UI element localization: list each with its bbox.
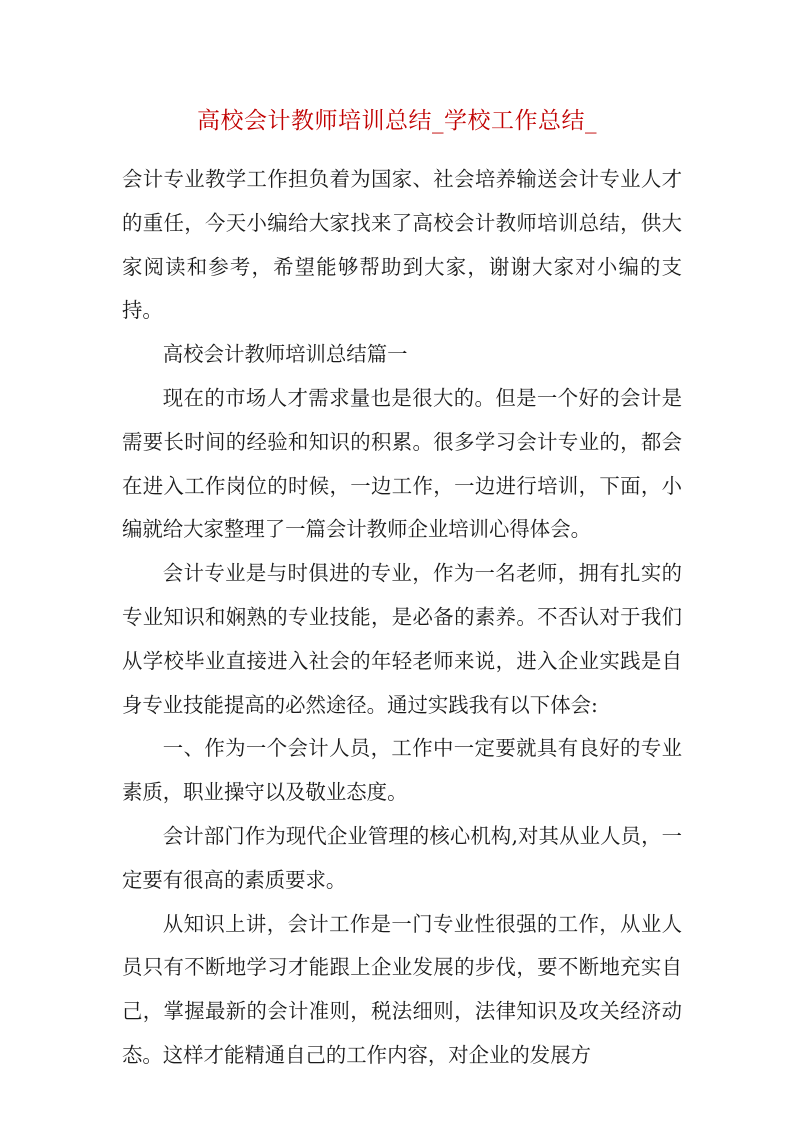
paragraph: 会计专业是与时俱进的专业，作为一名老师，拥有扎实的专业知识和娴熟的专业技能，是必备的素养。不否认对于我们从学校毕业直接进入社会的年轻老师来说，进入企业实践是自身专业技能提高的必然途径。通过实践我有以下体会: xyxy=(122,561,682,717)
document-body xyxy=(122,158,682,1078)
paragraph-intro: 会计专业教学工作担负着为国家、社会培养输送会计专业人才的重任，今天小编给大家找来了高校会计教师培训总结，供大家阅读和参考，希望能够帮助到大家，谢谢大家对小编的支持。 xyxy=(122,167,682,323)
section-heading: 高校会计教师培训总结篇一 xyxy=(162,342,408,367)
document-title: 高校会计教师培训总结_学校工作总结_ xyxy=(197,108,597,134)
paragraph: 一、作为一个会计人员，工作中一定要就具有良好的专业素质，职业操守以及敬业态度。 xyxy=(122,736,682,805)
paragraph: 会计部门作为现代企业管理的核心机构,对其从业人员，一定要有很高的素质要求。 xyxy=(122,823,682,892)
paragraph: 从知识上讲，会计工作是一门专业性很强的工作，从业人员只有不断地学习才能跟上企业发展的步伐，要不断地充实自己，掌握最新的会计准则，税法细则，法律知识及攻关经济动态。这样才能精通自己的工作内容，对企业的发展方 xyxy=(122,911,682,1067)
paragraph: 现在的市场人才需求量也是很大的。但是一个好的会计是需要长时间的经验和知识的积累。很多学习会计专业的，都会在进入工作岗位的时候，一边工作，一边进行培训，下面，小编就给大家整理了一篇会计教师企业培训心得体会。 xyxy=(122,385,682,542)
